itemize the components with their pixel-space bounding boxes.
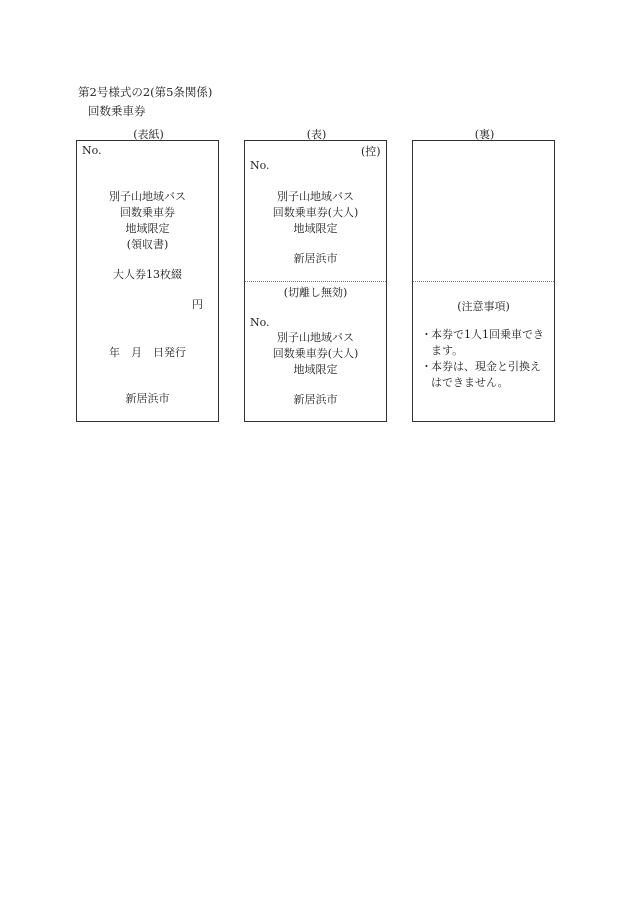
form-subtitle: 回数乗車券 [88, 104, 146, 118]
front-top-line: 回数乗車券(大人) [272, 206, 359, 219]
note-text: 本券で1人1回乗車できます。 [431, 328, 544, 357]
detach-note: (切離し無効) [283, 286, 348, 299]
front-number-label: No. [250, 159, 270, 172]
front-bottom-line: 別子山地域バス [277, 331, 354, 344]
cover-issuer: 新居浜市 [125, 392, 170, 405]
bullet-icon: ・ [421, 360, 432, 373]
notes-list [421, 327, 551, 391]
back-panel [412, 140, 555, 422]
back-column-label: (裏) [474, 128, 495, 141]
stub-mark: (控) [361, 145, 381, 158]
front-bottom-issuer: 新居浜市 [293, 393, 338, 406]
note-text: 本券は、現金と引換えはできません。 [431, 360, 541, 389]
form-title: 第2号様式の2(第5条関係) [78, 85, 213, 99]
note-item [421, 327, 551, 359]
front-bottom-line: 回数乗車券(大人) [272, 347, 359, 360]
notes-title: (注意事項) [457, 300, 510, 313]
front-top-line: 別子山地域バス [277, 190, 354, 203]
front-top-issuer: 新居浜市 [293, 252, 338, 265]
cover-ticket-type: 大人券13枚綴 [113, 268, 182, 281]
cover-number-label: No. [82, 144, 102, 157]
perforation-line [413, 281, 554, 282]
cover-line: 地域限定 [125, 222, 170, 235]
front-column-label: (表) [306, 128, 327, 141]
front-bottom-line: 地域限定 [293, 363, 338, 376]
cover-panel [76, 140, 219, 422]
cover-issue-date: 年 月 日発行 [109, 346, 186, 359]
cover-line: 別子山地域バス [109, 190, 186, 203]
front-panel [244, 140, 387, 422]
cover-column-label: (表紙) [133, 128, 164, 141]
bullet-icon: ・ [421, 328, 432, 341]
front-top-line: 地域限定 [293, 222, 338, 235]
front-bottom-number-label: No. [250, 316, 270, 329]
perforation-line [245, 281, 386, 282]
cover-yen-label: 円 [192, 298, 203, 311]
note-item [421, 359, 551, 391]
cover-receipt-label: (領収書) [126, 238, 169, 251]
cover-line: 回数乗車券 [120, 206, 175, 219]
